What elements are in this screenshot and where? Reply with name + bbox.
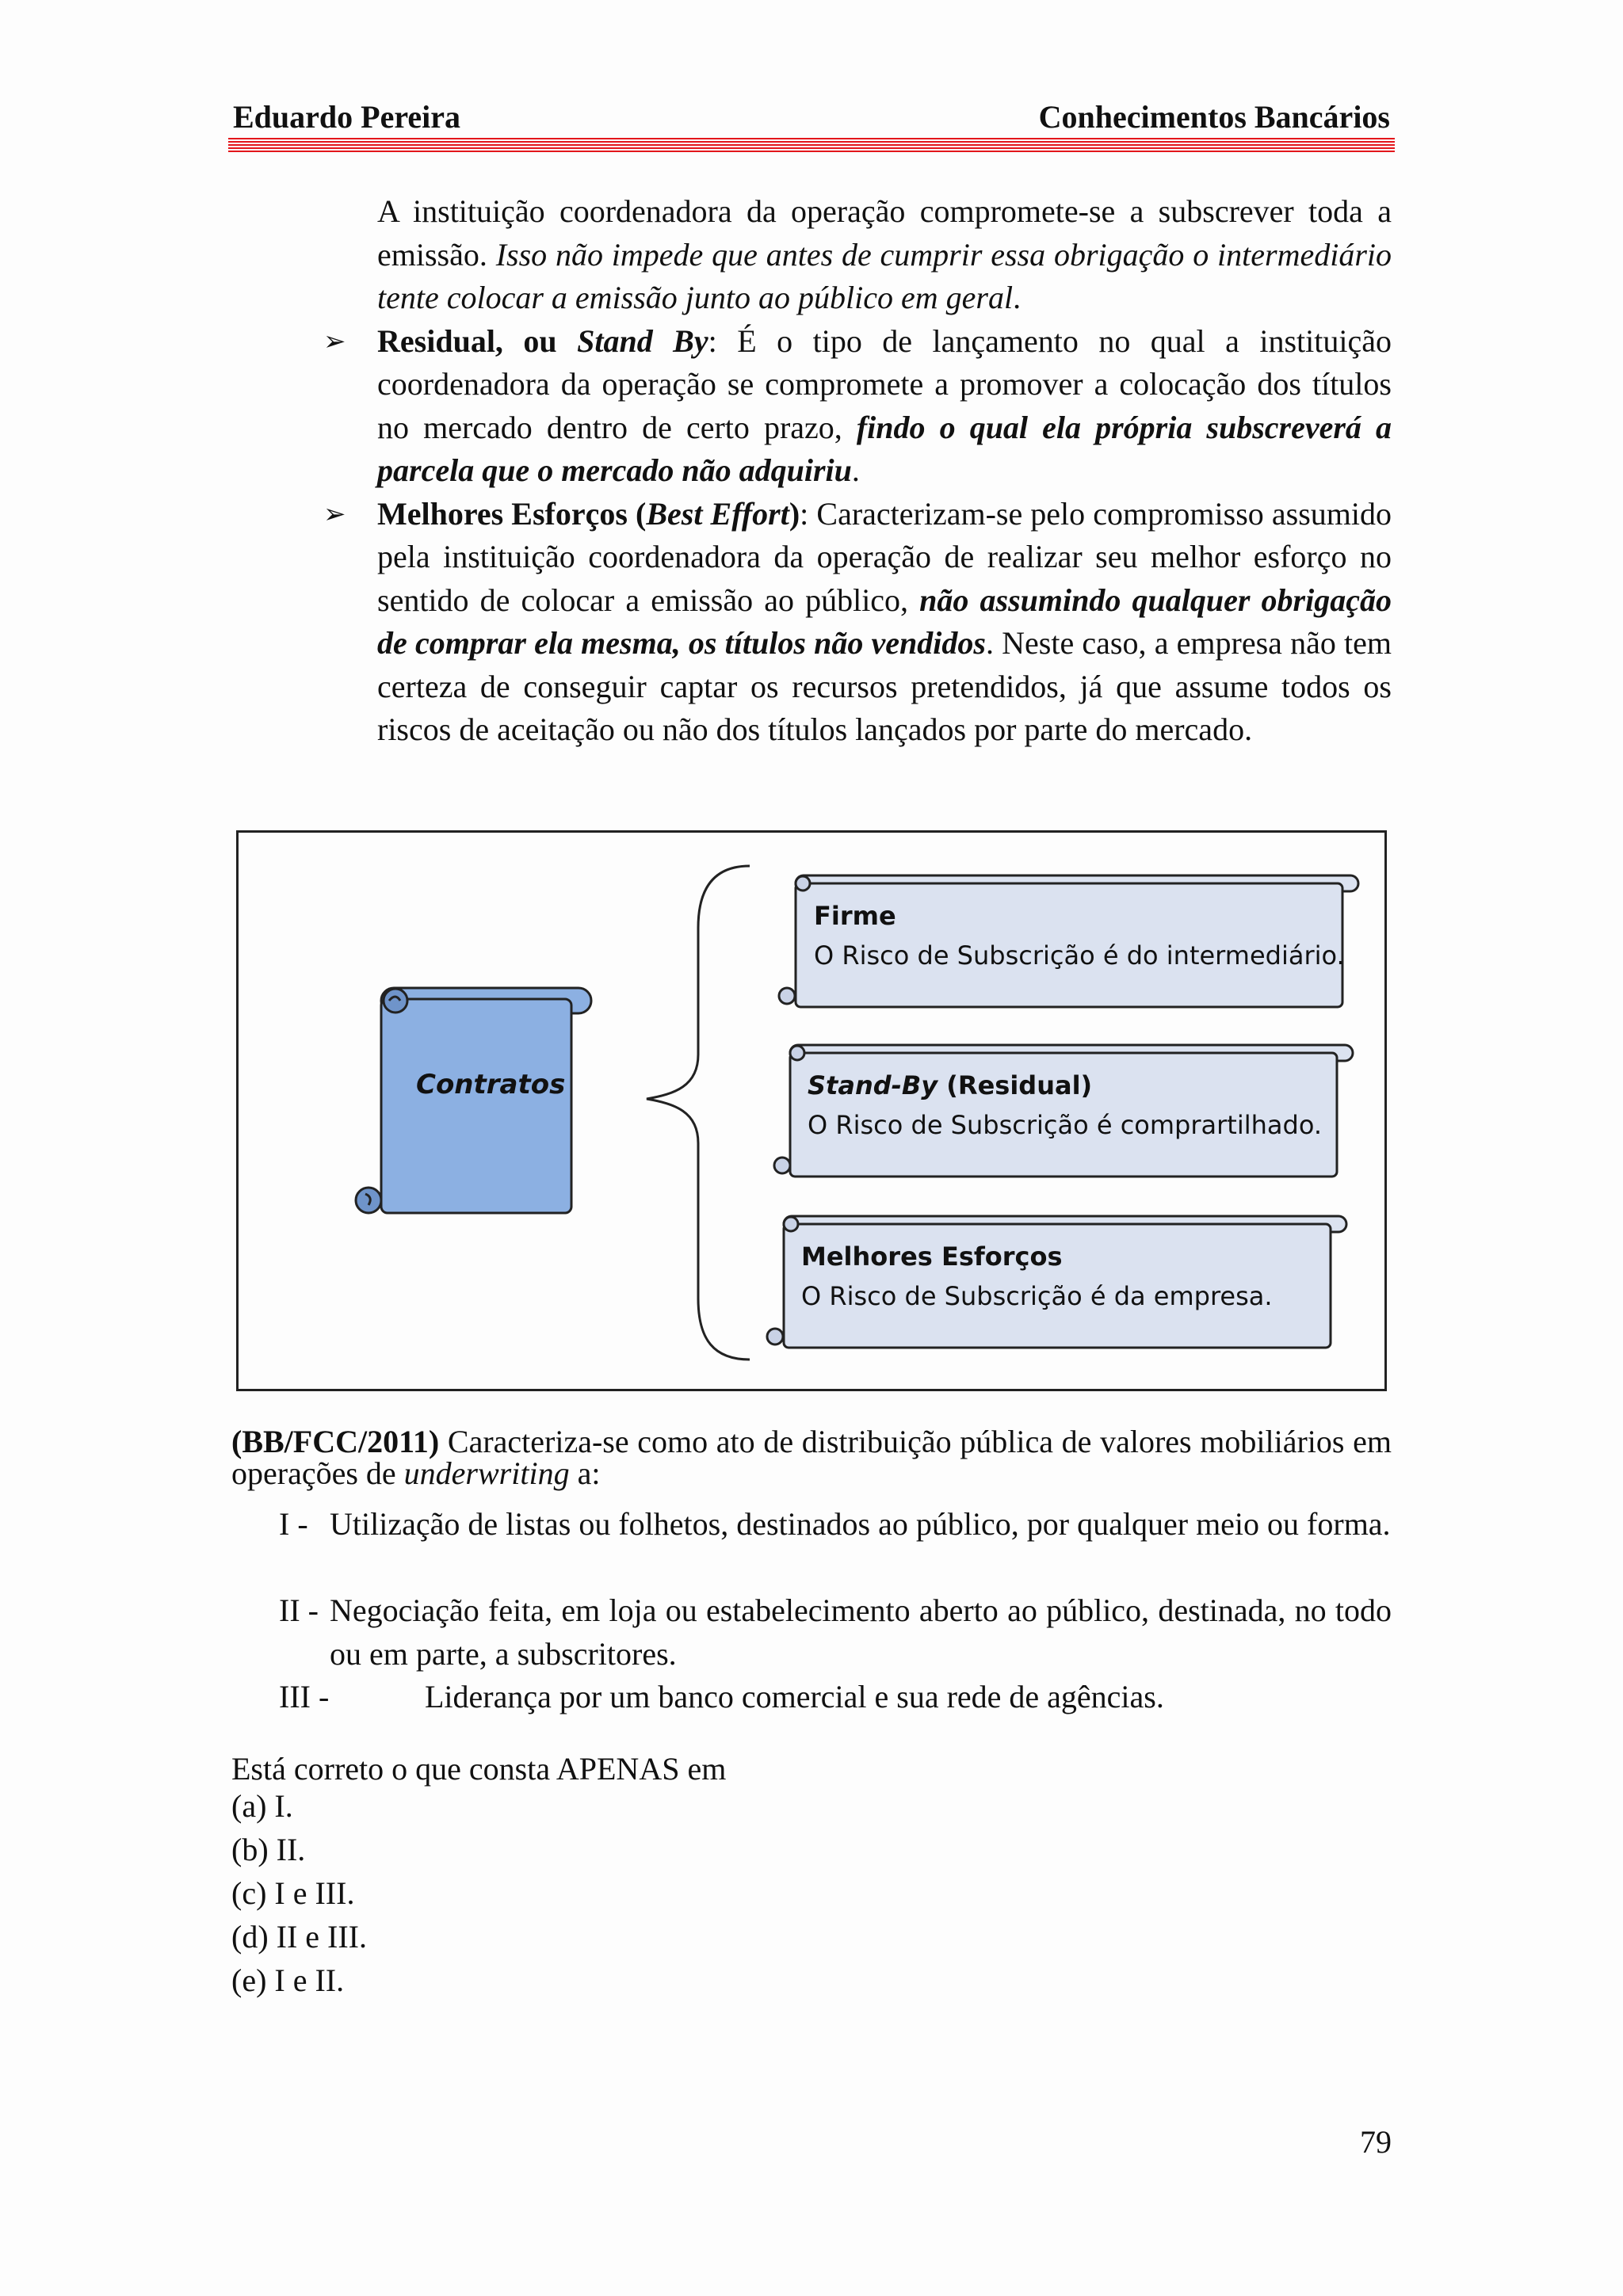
firme-title bbox=[814, 901, 1345, 931]
header-rule bbox=[228, 138, 1395, 154]
option-text: I e II. bbox=[274, 1962, 345, 1998]
question-source: (BB/FCC/2011) bbox=[231, 1424, 440, 1459]
page-number: 79 bbox=[1360, 2124, 1392, 2160]
option-letter: (e) bbox=[231, 1962, 267, 1998]
best-effort-term: Melhores Esforços ( bbox=[377, 495, 647, 532]
question-item-num: III - bbox=[279, 1679, 330, 1714]
intro-italic: Isso não impede que antes de cumprir essa obrigação o intermediário tente colocar a emissão junto ao público em geral bbox=[377, 236, 1392, 315]
residual-end: . bbox=[851, 452, 860, 488]
firme-desc: O Risco de Subscrição é do intermediário. bbox=[814, 940, 1345, 971]
question-stem-text: Caracteriza-se como ato de distribuição pública de valores mobiliários em operações de bbox=[231, 1424, 1392, 1491]
standby-title-italic: Stand-By bbox=[808, 1070, 938, 1100]
option-text: II. bbox=[276, 1832, 306, 1867]
standby-text bbox=[808, 1070, 1322, 1140]
page-header bbox=[231, 93, 1395, 155]
residual-text: É o tipo de lançamento no qual a instituição coordenadora da operação se compromete a promover a colocação dos títulos no mercado dentro de certo prazo, bbox=[377, 322, 1392, 445]
question-item-num: II - bbox=[279, 1592, 319, 1628]
best-effort-emphasis: não assumindo qualquer obrigação de comprar ela mesma, os títulos não vendidos bbox=[377, 582, 1392, 661]
contracts-diagram bbox=[236, 830, 1387, 1391]
header-author: Eduardo Pereira bbox=[233, 99, 461, 135]
intro-end: . bbox=[1013, 280, 1022, 315]
option-text: II e III. bbox=[276, 1919, 367, 1955]
contracts-label: Contratos bbox=[416, 1069, 566, 1100]
best-effort-term-italic: Best Effort bbox=[646, 495, 789, 532]
answer-option bbox=[231, 1829, 305, 1871]
contracts-scroll bbox=[356, 988, 591, 1213]
best-effort-text-box bbox=[801, 1241, 1273, 1311]
best-effort-text: Caracterizam-se pelo compromisso assumido pela instituição coordenadora da operação de realizar seu melhor esforço no sentido de colocar a emissão ao público, bbox=[377, 495, 1392, 618]
intro-paragraph bbox=[377, 190, 1392, 320]
option-text: I. bbox=[274, 1788, 293, 1824]
answer-option bbox=[231, 1959, 344, 2002]
question-stem-end: a: bbox=[569, 1455, 601, 1491]
brace-icon bbox=[647, 866, 750, 1360]
residual-term: Residual, ou bbox=[377, 322, 578, 359]
bullet-best-effort bbox=[323, 493, 1392, 752]
question-stem-italic: underwriting bbox=[403, 1455, 570, 1491]
residual-colon: : bbox=[708, 322, 717, 359]
option-letter: (a) bbox=[231, 1788, 267, 1824]
intro-text: A instituição coordenadora da operação compromete-se a subscrever toda a emissão. bbox=[377, 193, 1392, 273]
firme-text bbox=[814, 901, 1345, 971]
header-subject: Conhecimentos Bancários bbox=[1038, 99, 1390, 135]
firme-title-text: Firme bbox=[814, 901, 896, 931]
best-effort-title-text: Melhores Esforços bbox=[801, 1241, 1063, 1272]
question-item-text: Negociação feita, em loja ou estabelecimento aberto ao público, destinada, no todo ou em parte, a subscritores. bbox=[330, 1592, 1392, 1672]
answer-option bbox=[231, 1872, 354, 1915]
standby-title bbox=[808, 1070, 1322, 1100]
answer-option bbox=[231, 1785, 293, 1828]
best-effort-desc: O Risco de Subscrição é da empresa. bbox=[801, 1281, 1273, 1311]
answer-prompt: Está correto o que consta APENAS em bbox=[231, 1751, 727, 1787]
option-letter: (c) bbox=[231, 1875, 267, 1911]
arrow-bullet-icon: ➢ bbox=[323, 325, 346, 357]
best-effort-colon: : bbox=[800, 495, 809, 532]
option-letter: (d) bbox=[231, 1919, 269, 1955]
best-effort-text2: . Neste caso, a empresa não tem certeza de conseguir captar os recursos pretendidos, já que assume todos os riscos de aceitação ou não dos títulos lançados por parte do mercado. bbox=[377, 625, 1392, 747]
question-item-text: Liderança por um banco comercial e sua rede de agências. bbox=[425, 1679, 1164, 1714]
best-effort-term-close: ) bbox=[789, 495, 800, 532]
question-stem bbox=[231, 1426, 1392, 1489]
residual-emphasis: findo o qual ela própria subscreverá a parcela que o mercado não adquiriu bbox=[377, 409, 1392, 488]
standby-title-text: (Residual) bbox=[938, 1070, 1093, 1100]
bullet-residual bbox=[323, 320, 1392, 493]
answer-option bbox=[231, 1916, 367, 1958]
option-letter: (b) bbox=[231, 1832, 269, 1867]
arrow-bullet-icon: ➢ bbox=[323, 498, 346, 530]
best-effort-title bbox=[801, 1241, 1273, 1272]
residual-term-italic: Stand By bbox=[577, 322, 708, 359]
option-text: I e III. bbox=[274, 1875, 355, 1911]
body-text bbox=[323, 190, 1392, 752]
question-item-num: I - bbox=[279, 1506, 308, 1542]
question-item-text: Utilização de listas ou folhetos, destinados ao público, por qualquer meio ou forma. bbox=[330, 1506, 1391, 1542]
standby-desc: O Risco de Subscrição é comprartilhado. bbox=[808, 1110, 1322, 1140]
